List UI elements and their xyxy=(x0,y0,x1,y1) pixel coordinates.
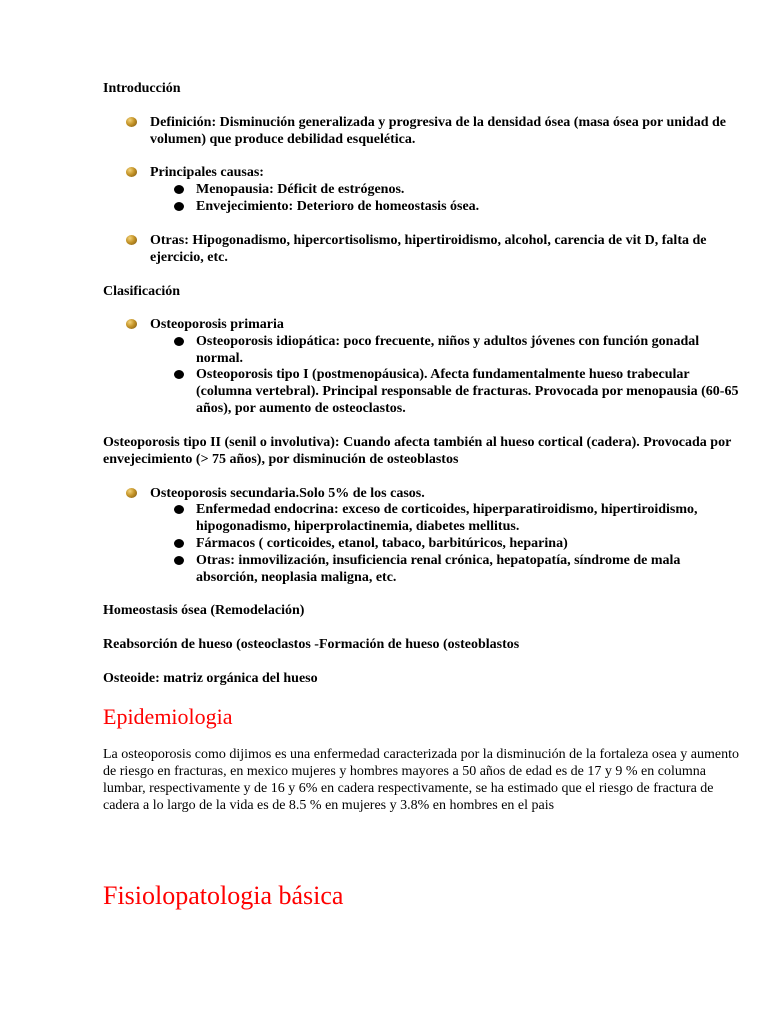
list-item-idiopatica: Osteoporosis idiopática: poco frecuente, niños y adultos jóvenes con función gonadal normal. xyxy=(196,333,741,367)
paragraph-tipo-2: Osteoporosis tipo II (senil o involutiva): Cuando afecta también al hueso cortical (cadera). Provocada por envejecimiento (> 75 años), por disminución de osteoblastos xyxy=(103,435,732,467)
list-item-causas: Principales causas: xyxy=(150,164,740,181)
paragraph-osteoide: Osteoide: matriz orgánica del hueso xyxy=(103,671,318,686)
black-bullet-icon xyxy=(174,185,184,194)
paragraph-epidemiologia: La osteoporosis como dijimos es una enfermedad caracterizada por la disminución de la fortaleza osea y aumento de riesgo en fracturas, en mexico mujeres y hombres mayores a 50 años de edad es de 17 y 9 % en columna lumbar, respectivamente y de 16 y 6% en cadera respectivamente, se ha estimado que el riesgo de fractura de cadera a lo largo de la vida es de 8.5 % en mujeres y 3.8% en hombres en el pais xyxy=(103,747,739,813)
list-item-endocrina: Enfermedad endocrina: exceso de corticoides, hiperparatiroidismo, hipertiroidismo, hipogonadismo, hiperprolactinemia, diabetes mellitus. xyxy=(196,501,741,535)
list-item-primaria: Osteoporosis primaria xyxy=(150,316,740,333)
list-item-otras: Otras: Hipogonadismo, hipercortisolismo, hipertiroidismo, alcohol, carencia de vit D, falta de ejercicio, etc. xyxy=(150,232,740,266)
gold-bullet-icon xyxy=(126,117,137,127)
paragraph-reabsorcion: Reabsorción de hueso (osteoclastos -Formación de hueso (osteoblastos xyxy=(103,637,520,652)
heading-fisiopatologia: Fisiolopatologia básica xyxy=(103,881,344,910)
gold-bullet-icon xyxy=(126,488,137,498)
gold-bullet-icon xyxy=(126,235,137,245)
list-item-envejecimiento: Envejecimiento: Deterioro de homeostasis ósea. xyxy=(196,198,741,215)
list-item-otras-secundaria: Otras: inmovilización, insuficiencia renal crónica, hepatopatía, síndrome de mala absorción, neoplasia maligna, etc. xyxy=(196,552,741,586)
black-bullet-icon xyxy=(174,370,184,379)
black-bullet-icon xyxy=(174,556,184,565)
heading-epidemiologia: Epidemiologia xyxy=(103,704,233,729)
list-item-menopausia: Menopausia: Déficit de estrógenos. xyxy=(196,181,741,198)
black-bullet-icon xyxy=(174,202,184,211)
gold-bullet-icon xyxy=(126,319,137,329)
list-item-secundaria: Osteoporosis secundaria.Solo 5% de los casos. xyxy=(150,485,740,502)
gold-bullet-icon xyxy=(126,167,137,177)
black-bullet-icon xyxy=(174,539,184,548)
heading-introduccion: Introducción xyxy=(103,81,181,96)
list-item-definicion: Definición: Disminución generalizada y progresiva de la densidad ósea (masa ósea por unidad de volumen) que produce debilidad esquelética. xyxy=(150,114,740,148)
black-bullet-icon xyxy=(174,505,184,514)
heading-homeostasis: Homeostasis ósea (Remodelación) xyxy=(103,603,305,618)
heading-clasificacion: Clasificación xyxy=(103,284,180,299)
list-item-farmacos: Fármacos ( corticoides, etanol, tabaco, barbitúricos, heparina) xyxy=(196,535,741,552)
black-bullet-icon xyxy=(174,337,184,346)
list-item-tipo-1: Osteoporosis tipo I (postmenopáusica). Afecta fundamentalmente hueso trabecular (columna vertebral). Principal responsable de fracturas. Provocada por menopausia (60-65 años), por aumento de osteoclastos. xyxy=(196,366,741,417)
